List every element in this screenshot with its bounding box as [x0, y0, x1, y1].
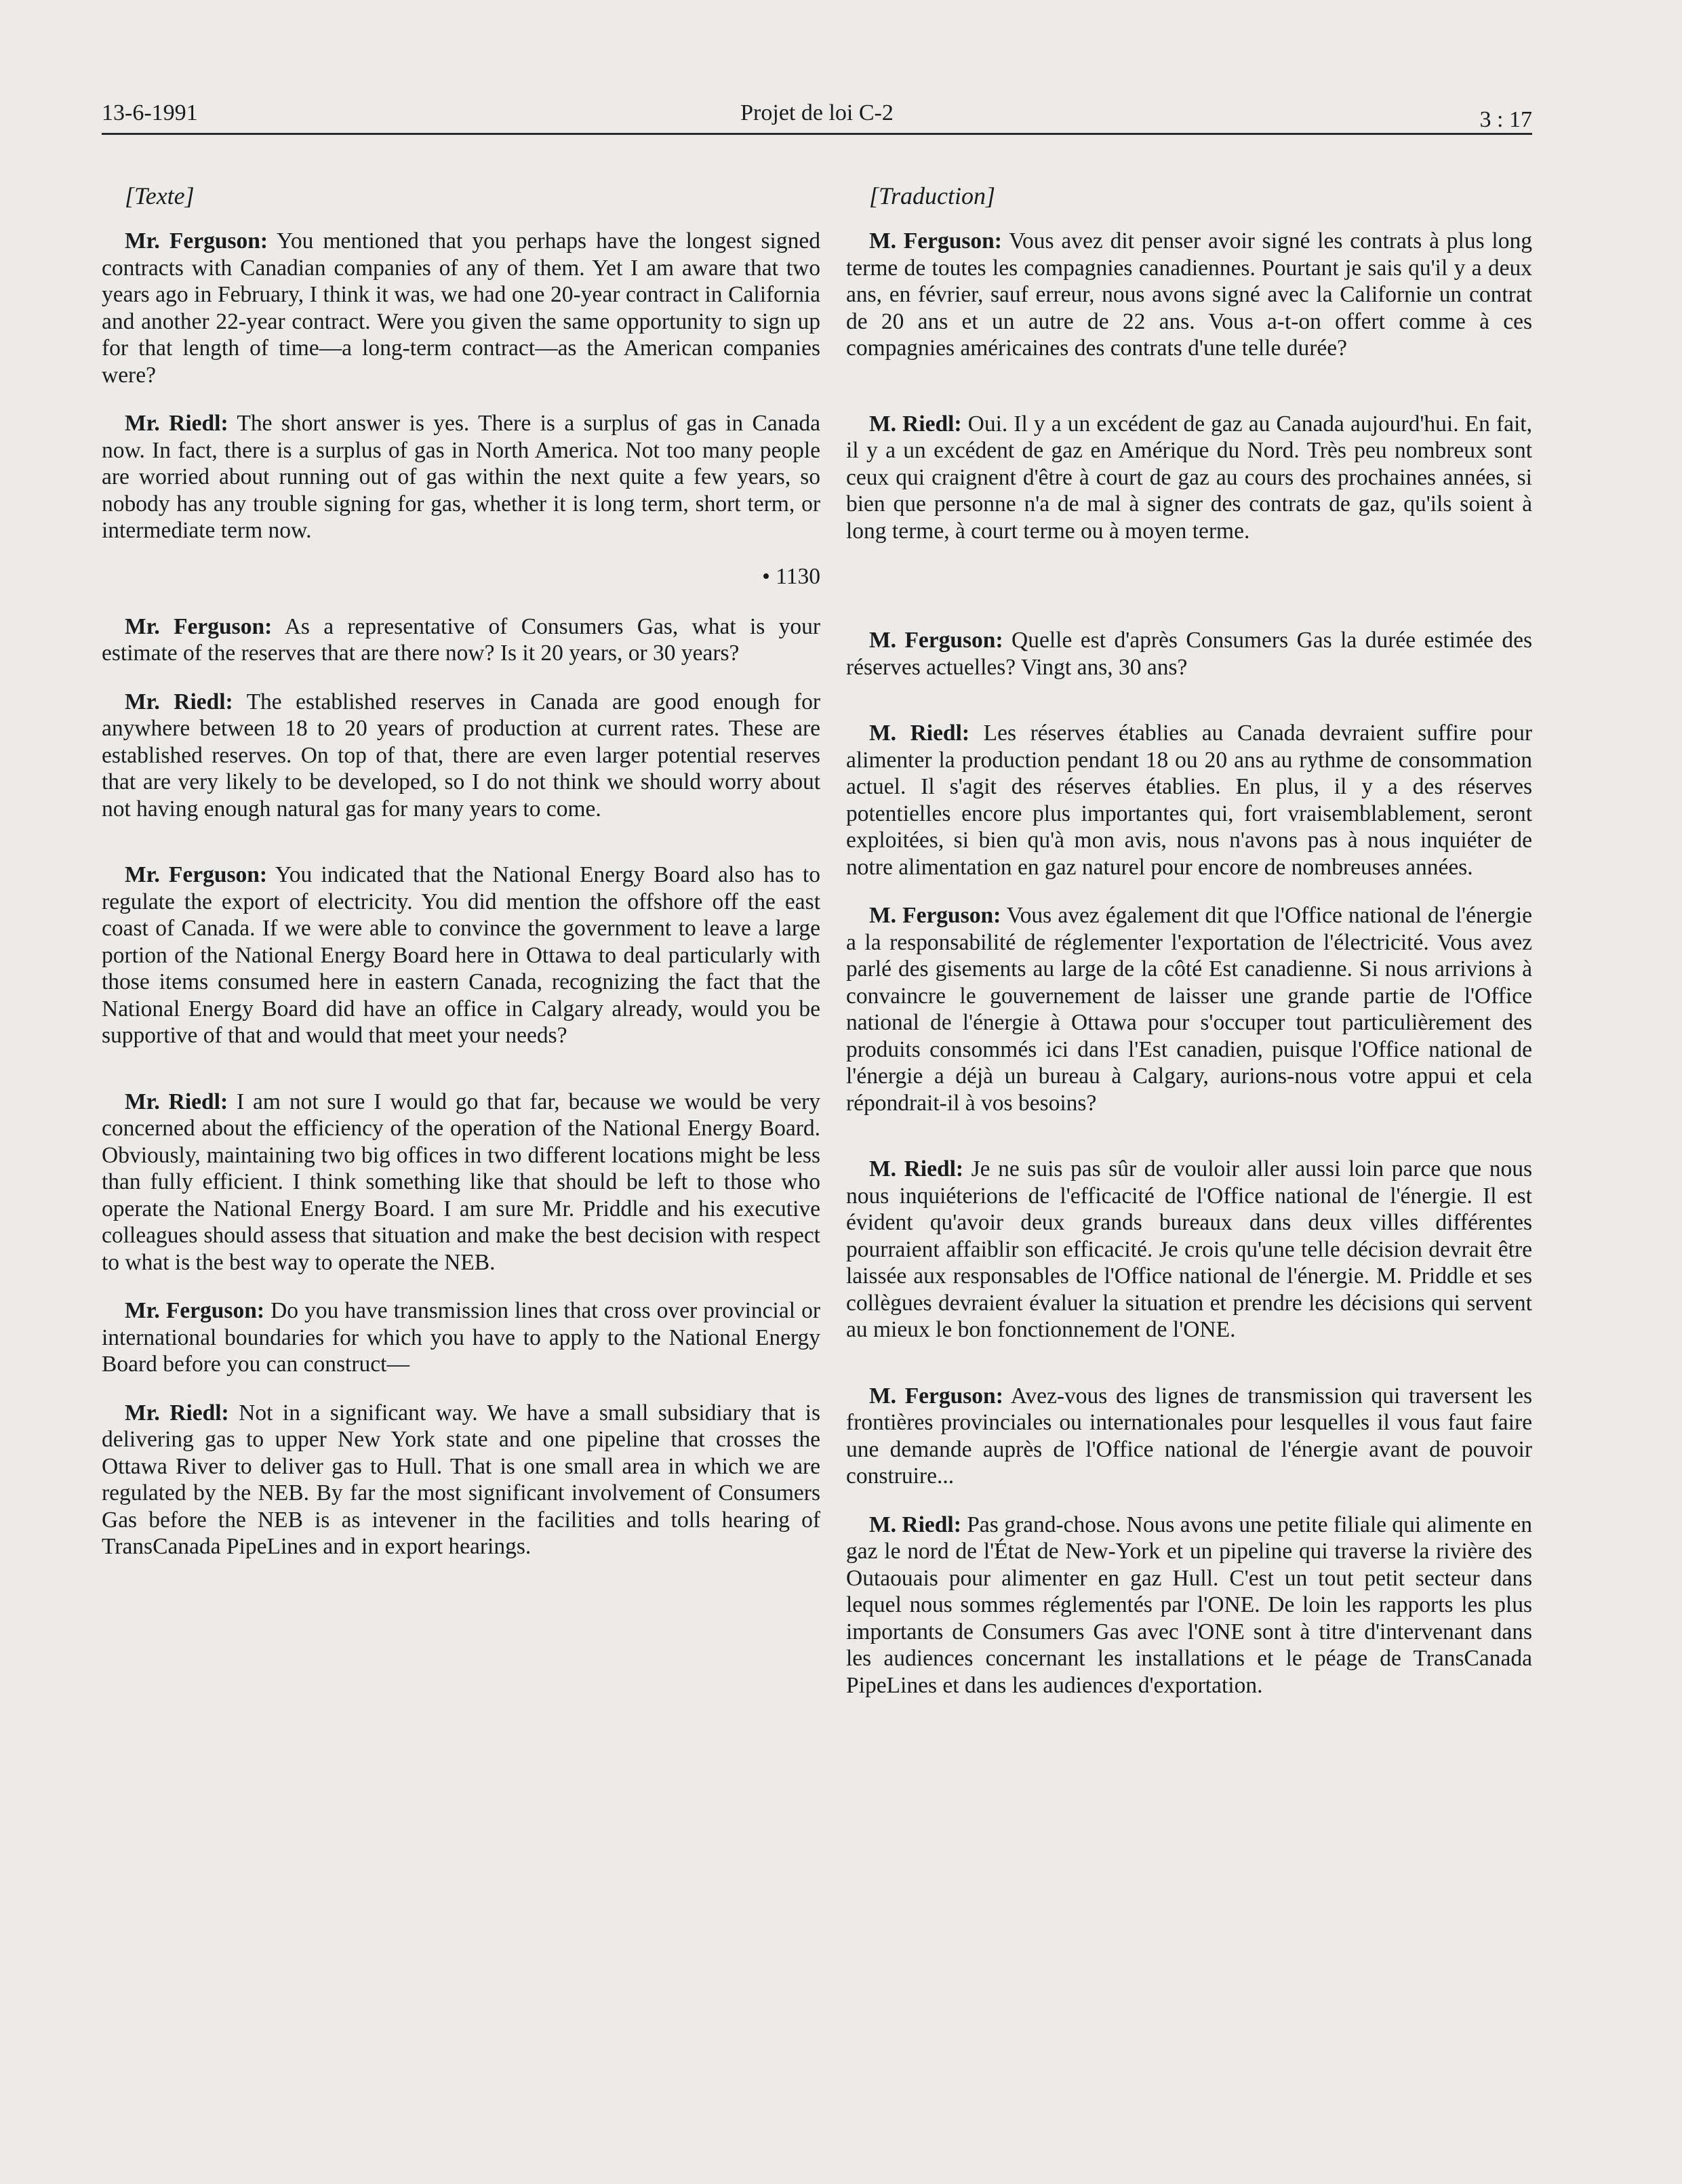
page-header [102, 100, 1532, 134]
paragraph [102, 1400, 820, 1560]
column-label: [Traduction] [869, 182, 996, 209]
paragraph [102, 689, 820, 823]
speaker-name: M. Riedl: [869, 411, 962, 437]
speaker-name: Mr. Ferguson: [125, 613, 273, 639]
speaker-name: M. Ferguson: [869, 903, 1001, 928]
french-column [846, 182, 1532, 1699]
speech-text: The short answer is yes. There is a surplus of gas in Canada now. In fact, there is a surplus of gas in North America. Not too many people are worried about running out of gas within the next quite a few years, so nobody has any trouble signing for gas, whether it is long term, short term, or intermediate term now. [102, 411, 820, 543]
speech-text: Je ne suis pas sûr de vouloir aller aussi loin parce que nous nous inquiéterions de l'efficacité de l'Office national de l'énergie. Il est évident qu'avoir deux grands bureaux dans deux villes différentes pourraient affaiblir son efficacité. Je crois qu'une telle décision devrait être laissée aux responsables de l'Office national de l'énergie. M. Priddle et ses collègues devraient évaluer la situation et prendre les décisions qui servent au mieux le bon fonctionnement de l'ONE. [846, 1156, 1532, 1342]
paragraph [846, 1383, 1532, 1490]
speech-text: Not in a significant way. We have a small subsidiary that is delivering gas to upper New York state and one pipeline that crosses the Ottawa River to deliver gas to Hull. That is one small area in which we are regulated by the NEB. By far the most significant involvement of Consumers Gas before the NEB is as intevener in the facilities and tolls hearing of TransCanada PipeLines and in export hearings. [102, 1400, 820, 1559]
speech-text: The established reserves in Canada are good enough for anywhere between 18 to 20 years of production at current rates. These are established reserves. On top of that, there are even larger potential reserves that are very likely to be developed, so I do not think we should worry about not having enough natural gas for many years to come. [102, 689, 820, 822]
speech-text: Les réserves établies au Canada devraient suffire pour alimenter la production pendant 18 ou 20 ans au rythme de consommation actuel. Il s'agit des réserves établies. En plus, il y a des réserves potentielles encore plus importantes qui, fort vraisemblablement, seront exploitées, si bien qu'à mon avis, nous n'avons pas à nous inquiéter de notre alimentation en gaz naturel pour encore de nombreuses années. [846, 721, 1532, 880]
speech-text: Quelle est d'après Consumers Gas la durée estimée des réserves actuelles? Vingt ans, 30 ans? [846, 628, 1532, 680]
paragraph [846, 902, 1532, 1116]
paragraph [102, 228, 820, 388]
speaker-name: M. Riedl: [869, 721, 970, 746]
header-rule [102, 133, 1532, 135]
time-marker: • 1130 [762, 563, 820, 589]
speaker-name: Mr. Ferguson: [125, 862, 268, 887]
paragraph [102, 862, 820, 1049]
header-title: Projet de loi C-2 [740, 100, 894, 125]
speech-text: Oui. Il y a un excédent de gaz au Canada aujourd'hui. En fait, il y a un excédent de gaz en Amérique du Nord. Très peu nombreux sont ceux qui craignent d'être à court de gaz au cours des prochaines années, si bien que personne n'a de mal à signer des contrats de gaz, qu'ils soient à long terme, à court terme ou à moyen terme. [846, 411, 1532, 544]
speech-text: You mentioned that you perhaps have the longest signed contracts with Canadian companies of any of them. Yet I am aware that two years ago in February, I think it was, we had one 20-year contract in California and another 22-year contract. Were you given the same opportunity to sign up for that length of time—a long-term contract—as the American companies were? [102, 228, 820, 388]
header-date: 13-6-1991 [102, 100, 198, 125]
speaker-name: Mr. Riedl: [125, 411, 228, 436]
paragraph [846, 228, 1532, 362]
paragraph [102, 1297, 820, 1378]
speech-text: As a representative of Consumers Gas, what is your estimate of the reserves that are there now? Is it 20 years, or 30 years? [102, 613, 820, 666]
speaker-name: Mr. Ferguson: [125, 1298, 265, 1323]
paragraph [846, 627, 1532, 681]
speaker-name: M. Riedl: [869, 1512, 961, 1537]
paragraph [102, 410, 820, 544]
paragraph [846, 1512, 1532, 1699]
paragraph [846, 720, 1532, 881]
english-column [102, 182, 820, 1560]
paragraph [846, 411, 1532, 545]
header-page-number: 3 : 17 [1479, 107, 1532, 132]
speaker-name: Mr. Ferguson: [125, 228, 268, 254]
speech-text: Avez-vous des lignes de transmission qui traversent les frontières provinciales ou internationales pour lesquelles il vous faut faire une demande auprès de l'Office national de l'énergie avant de pouvoir construire... [846, 1383, 1532, 1489]
speech-text: Pas grand-chose. Nous avons une petite filiale qui alimente en gaz le nord de l'État de New-York et un pipeline qui traverse la rivière des Outaouais pour alimenter en gaz Hull. C'est un tout petit secteur dans lequel nous sommes réglementés par l'ONE. De loin les rapports les plus importants de Consumers Gas avec l'ONE sont à titre d'intervenant dans les audiences concernant les installations et le péage de TransCanada PipeLines et dans les audiences d'exportation. [846, 1512, 1532, 1698]
speaker-name: M. Riedl: [869, 1156, 964, 1181]
paragraph [102, 613, 820, 667]
speaker-name: M. Ferguson: [869, 1383, 1003, 1409]
speaker-name: Mr. Riedl: [125, 689, 233, 714]
speaker-name: Mr. Riedl: [125, 1089, 228, 1114]
column-label: [Texte] [125, 182, 195, 209]
speech-text: Do you have transmission lines that cross over provincial or international boundaries for which you have to apply to the National Energy Board before you can construct— [102, 1298, 820, 1377]
speech-text: You indicated that the National Energy Board also has to regulate the export of electricity. You did mention the offshore off the east coast of Canada. If we were able to convince the government to leave a large portion of the National Energy Board here in Ottawa to deal particularly with those items consumed here in eastern Canada, recognizing the fact that the National Energy Board did have an office in Calgary already, would you be supportive of that and would that meet your needs? [102, 862, 820, 1048]
paragraph [846, 1156, 1532, 1343]
speech-text: Vous avez également dit que l'Office national de l'énergie a la responsabilité de réglementer l'exportation de l'électricité. Vous avez parlé des gisements au large de la côté Est canadienne. Si nous arrivions à convaincre le gouvernement de laisser une grande partie de l'Office national de l'énergie à Ottawa pour s'occuper tout particulièrement des produits consommés ici dans l'Est canadien, puisque l'Office national de l'énergie a déjà un bureau à Calgary, aurions-nous votre appui et cela répondrait-il à vos besoins? [846, 903, 1533, 1116]
speaker-name: M. Ferguson: [869, 228, 1002, 254]
speaker-name: Mr. Riedl: [125, 1400, 229, 1425]
speaker-name: M. Ferguson: [869, 628, 1003, 653]
speech-text: I am not sure I would go that far, because we would be very concerned about the efficiency of the operation of the National Energy Board. Obviously, maintaining two big offices in two different locations might be less than fully efficient. I think something like that should be left to those who operate the National Energy Board. I am sure Mr. Priddle and his executive colleagues should assess that situation and make the best decision with respect to what is the best way to operate the NEB. [102, 1089, 820, 1275]
paragraph [102, 1089, 820, 1276]
speech-text: Vous avez dit penser avoir signé les contrats à plus long terme de toutes les compagnies canadiennes. Pourtant je sais qu'il y a deux ans, en février, sauf erreur, nous avons signé avec la Californie un contrat de 20 ans et un autre de 22 ans. Vous a-t-on offert comme à ces compagnies américaines des contrats d'une telle durée? [846, 228, 1532, 361]
